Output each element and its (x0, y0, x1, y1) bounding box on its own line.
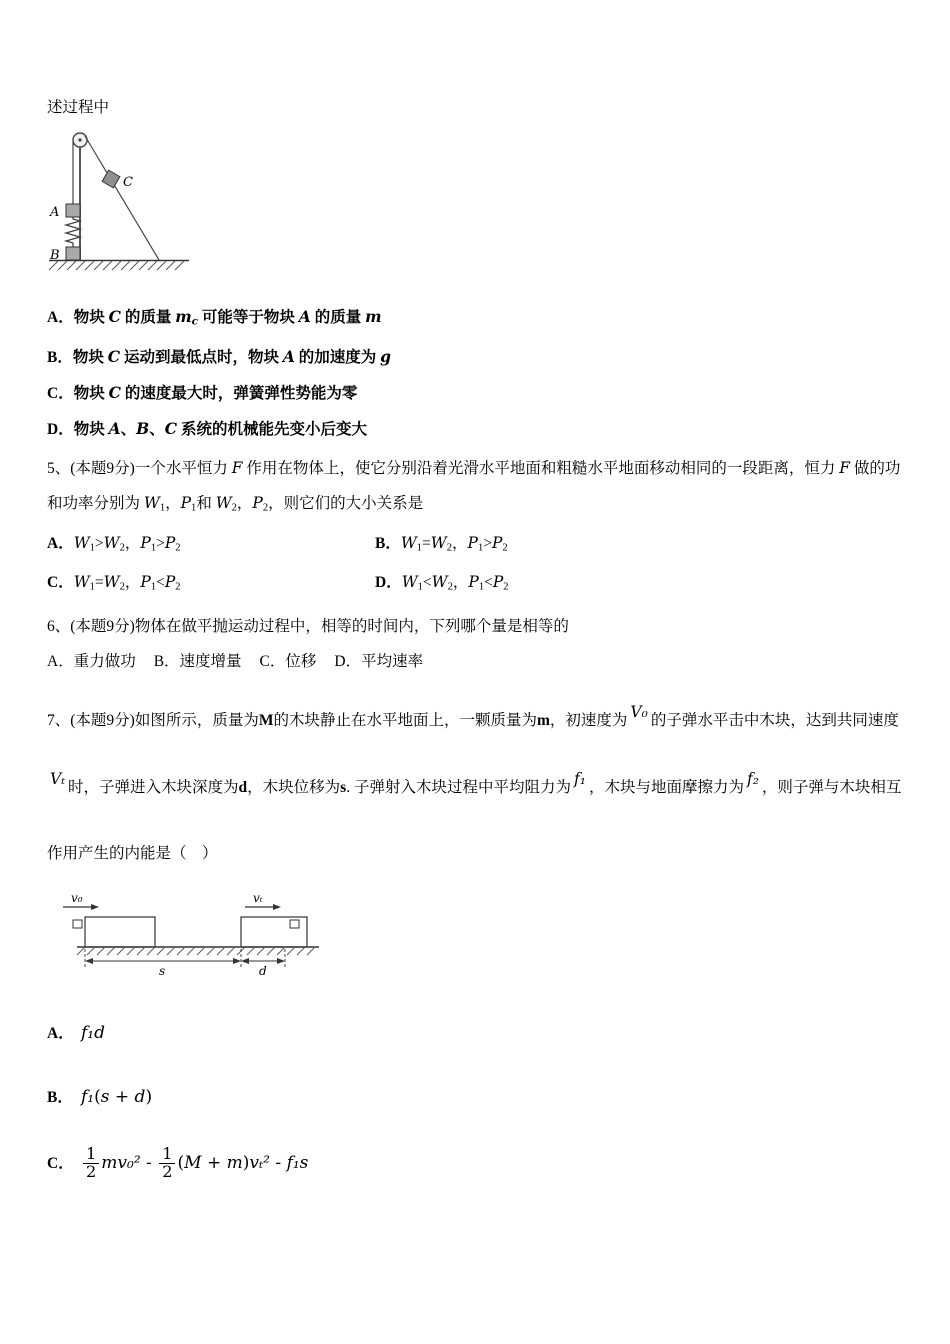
q4-option-d (47, 411, 905, 447)
label-s: s (159, 964, 166, 978)
option-letter: A． (47, 1024, 74, 1042)
bullet-block-figure (53, 891, 905, 990)
option-letter: B． (375, 534, 401, 552)
option-letter: B． (47, 349, 73, 367)
q5-option-b (375, 526, 905, 566)
s-arrow-left (85, 958, 93, 964)
string-incline (85, 136, 159, 260)
block-c (102, 170, 120, 188)
option-text: $W_1<W_2$，$P_1<P_2$ (401, 573, 509, 593)
pulley-axle (78, 139, 81, 142)
option-letter: D． (375, 574, 402, 592)
q7-options (47, 1018, 905, 1181)
vt-arrowhead (273, 904, 281, 910)
q4-options (47, 299, 905, 448)
option-math: f₁d (81, 1022, 105, 1043)
option-letter: A． (47, 534, 74, 552)
question-text: (本题9分)一个水平恒力 F 作用在物体上，使它分别沿着光滑水平地面和粗糙水平地面移动相同的一段距离，恒力 F 做的功和功率分别为 $W_1$，$P_1$和 $W_2$，$P_2$，则它们的大小关系是 (47, 459, 901, 514)
block-b (66, 247, 80, 260)
ground-hatching (49, 261, 184, 270)
label-block-c: C (123, 175, 133, 191)
q6-option-b: B．速度增量 (153, 653, 242, 670)
question-number: 6、 (47, 618, 71, 635)
option-letter: B． (47, 1088, 73, 1106)
label-vt: vₜ (253, 891, 263, 905)
q5-option-d (375, 565, 905, 605)
option-text: 物块 A、B、C 系统的机械能先变小后变大 (73, 419, 367, 439)
option-text: $W_1=W_2$，$P_1<P_2$ (73, 573, 181, 593)
q5-statement (47, 451, 905, 526)
s-arrow-right (233, 958, 241, 964)
q7-option-a (47, 1018, 905, 1048)
bullet-block-diagram (53, 891, 333, 983)
q4-option-c (47, 375, 905, 411)
option-text: $W_1>W_2$，$P_1>P_2$ (73, 533, 181, 554)
q4-option-a (47, 299, 905, 340)
q6-statement (47, 609, 905, 644)
spring (66, 217, 80, 247)
v0-arrowhead (91, 904, 99, 910)
option-letter: C． (47, 385, 74, 403)
q5-option-c (47, 565, 375, 605)
bullet-initial (73, 920, 82, 928)
pulley-spring-figure (47, 127, 905, 284)
option-text: $W_1=W_2$，$P_1>P_2$ (400, 533, 508, 554)
d-arrow-left (241, 958, 249, 964)
option-letter: C． (47, 1155, 74, 1173)
q5-option-a (47, 526, 375, 566)
q6-option-a: A．重力做功 (47, 653, 136, 670)
q7-option-c (47, 1146, 905, 1181)
q6-option-d: D．平均速率 (334, 653, 424, 670)
block-initial (85, 917, 155, 947)
option-text: 物块 C 运动到最低点时，物块 A 的加速度为 g (72, 347, 391, 367)
option-text: 物块 C 的速度最大时，弹簧弹性势能为零 (73, 383, 358, 403)
option-letter: D． (47, 421, 74, 439)
option-letter: C． (47, 574, 74, 592)
q4-option-b (47, 339, 905, 375)
option-math: f₁(s + d) (81, 1086, 153, 1107)
q7-option-b (47, 1082, 905, 1112)
label-block-b: B (50, 248, 60, 264)
q7-statement: 7、(本题9分)如图所示，质量为M的木块静止在水平地面上，一颗质量为m，初速度为 V₀ 的子弹水平击中木块，达到共同速度Vₜ 时，子弹进入木块深度为d，木块位移为s. 子弹射入木块过程中平均阻力为 f₁ ，木块与地面摩擦力为 f₂ ，则子弹与木块相互作用产生的内能是（ ） (47, 703, 902, 862)
option-math: $\frac{1}{2}$ mv₀² - $\frac{1}{2}$ (M + m)vₜ² - f₁s (81, 1146, 308, 1181)
block-a (66, 204, 80, 217)
question-number: 5、 (47, 460, 71, 478)
pulley-spring-diagram (47, 127, 197, 277)
option-text: 物块 C 的质量 $m_c$ 可能等于物块 A 的质量 m (73, 306, 382, 328)
q6-option-c: C．位移 (259, 653, 317, 670)
ground-hatching (77, 947, 315, 955)
label-d: d (259, 964, 267, 978)
question-text: (本题9分)物体在做平抛运动过程中，相等的时间内，下列哪个量是相等的 (70, 618, 569, 635)
intro-text: 述过程中 (47, 99, 110, 116)
d-arrow-right (277, 958, 285, 964)
label-block-a: A (50, 205, 60, 221)
option-letter: A． (47, 308, 74, 326)
q6-options (47, 644, 905, 679)
q5-options (47, 526, 905, 605)
label-v0: v₀ (71, 891, 83, 905)
bullet-embedded (290, 920, 299, 928)
